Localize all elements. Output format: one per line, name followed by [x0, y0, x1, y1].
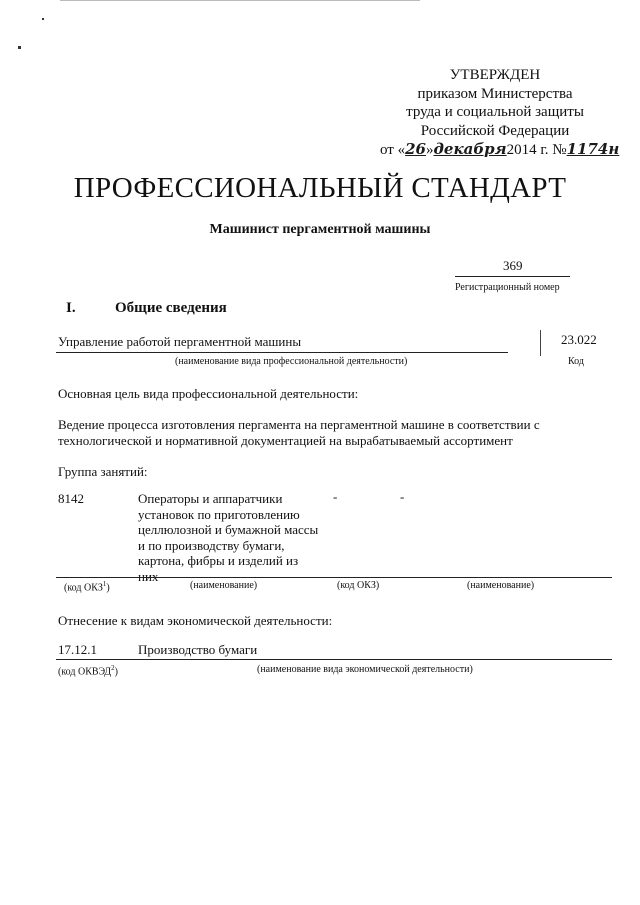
document-subtitle: Машинист пергаментной машины [209, 222, 431, 237]
caption-text: ) [114, 666, 118, 678]
document-title: ПРОФЕССИОНАЛЬНЫЙ СТАНДАРТ [73, 172, 567, 204]
approval-block [380, 66, 620, 160]
activity-code-box [540, 330, 601, 356]
okz-code: 8142 [58, 491, 84, 506]
caption-text: ) [106, 582, 110, 594]
economic-heading: Отнесение к видам экономической деятельности: [58, 613, 333, 628]
goal-heading: Основная цель вида профессиональной деятельности: [58, 386, 359, 401]
caption-text: (код ОКВЭД [58, 666, 112, 678]
footnote-mark: 2 [111, 664, 115, 672]
okz-name-line: картона, фибры и изделий из [138, 553, 299, 568]
okz-name-line: них [138, 568, 159, 584]
okved-code-caption [58, 664, 118, 677]
activity-caption: (наименование вида профессиональной деятельности) [175, 356, 408, 367]
okved-code: 17.12.1 [58, 642, 97, 657]
section-numeral: I. [66, 300, 76, 316]
date-year: 2014 г. № [506, 142, 567, 158]
okz-name-2: - [400, 489, 405, 504]
scan-mark [18, 46, 21, 49]
okz-name-line: целлюлозной и бумажной массы [138, 522, 319, 537]
date-day: 26 [405, 140, 426, 158]
registration-number: 369 [503, 258, 523, 273]
group-heading: Группа занятий: [58, 464, 148, 479]
scan-mark [42, 18, 44, 20]
okz-name-caption: (наименование) [190, 580, 258, 591]
goal-text-line: Ведение процесса изготовления пергамента на пергаментной машине в соответствии с [58, 417, 540, 432]
date-mid: » [425, 142, 434, 158]
okz-code-caption [64, 580, 110, 593]
okz-code-caption-2: (код ОКЗ) [337, 580, 380, 591]
activity-underline [56, 352, 508, 353]
okved-name: Производство бумаги [138, 642, 258, 657]
footnote-mark: 1 [102, 580, 107, 588]
okved-name-caption: (наименование вида экономической деятельности) [257, 664, 473, 675]
scan-mark [60, 0, 420, 1]
okz-name-line: Операторы и аппаратчики [138, 491, 283, 506]
group-underline [56, 577, 612, 578]
okz-name-line: и по производству бумаги, [138, 537, 285, 553]
section-title: Общие сведения [115, 300, 227, 316]
okz-code-2: - [333, 489, 338, 504]
approval-title: УТВЕРЖДЕН [449, 67, 541, 83]
activity-code-caption: Код [568, 356, 584, 367]
date-prefix: от « [380, 142, 406, 158]
approval-line: Российской Федерации [420, 122, 570, 139]
approval-date-line [380, 140, 620, 160]
activity-code: 23.022 [561, 332, 597, 347]
caption-text: (код ОКЗ [64, 582, 103, 594]
date-month: декабря [433, 140, 507, 158]
okz-name [138, 491, 318, 584]
economic-underline [56, 659, 612, 660]
registration-underline [455, 276, 570, 277]
okz-name-line: установок по приготовлению [138, 506, 300, 522]
okz-name-caption-2: (наименование) [467, 580, 535, 591]
approval-line: приказом Министерства [417, 85, 573, 102]
order-number: 1174н [566, 140, 620, 158]
activity-name: Управление работой пергаментной машины [58, 334, 302, 349]
goal-text-line: технологической и нормативной документацией на вырабатываемый ассортимент [58, 433, 513, 448]
registration-caption: Регистрационный номер [455, 282, 560, 293]
approval-line: труда и социальной защиты [406, 104, 584, 120]
